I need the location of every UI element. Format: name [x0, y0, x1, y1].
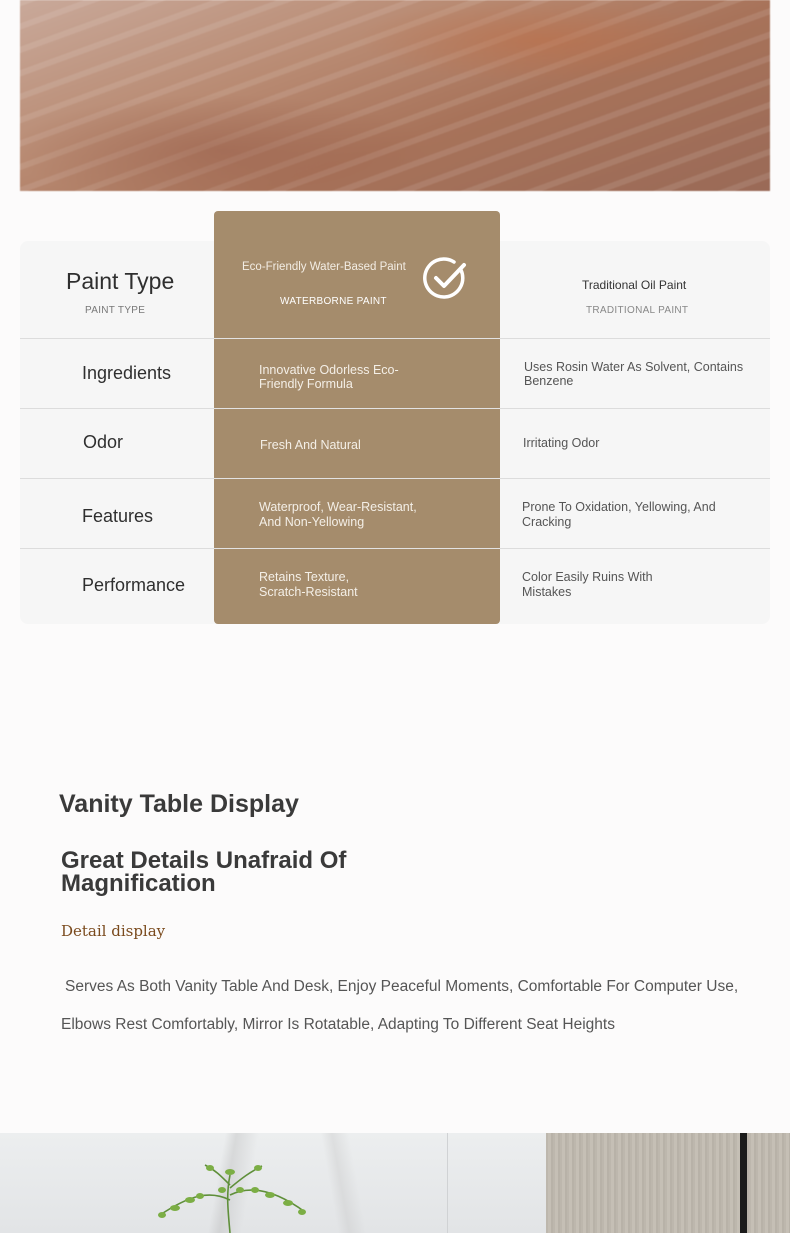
oil-ingredients: Uses Rosin Water As Solvent, Contains Benzene — [524, 360, 744, 388]
row-label-features: Features — [82, 506, 154, 526]
row-divider-highlight — [214, 548, 500, 549]
wood-texture-image — [20, 0, 770, 191]
header-label-title: Paint Type — [66, 268, 175, 294]
waterborne-ingredients: Innovative Odorless Eco-Friendly Formula — [259, 363, 399, 391]
row-divider-highlight — [214, 338, 500, 339]
waterborne-performance: Retains Texture, Scratch-Resistant — [259, 570, 358, 599]
marble-seam — [447, 1133, 448, 1233]
row-label-performance: Performance — [82, 575, 186, 595]
black-frame-strip — [740, 1133, 747, 1233]
waterborne-features: Waterproof, Wear-Resistant, And Non-Yellowing — [259, 500, 417, 529]
row-label-ingredients: Ingredients — [82, 363, 172, 383]
wood-panel-image — [546, 1133, 790, 1233]
header-waterborne-subtitle: WATERBORNE PAINT — [280, 296, 387, 307]
oil-performance: Color Easily Ruins With Mistakes — [522, 570, 653, 599]
header-oil-title: Traditional Oil Paint — [582, 278, 687, 292]
row-label-odor: Odor — [83, 432, 124, 452]
check-circle-icon — [423, 256, 469, 300]
header-label-subtitle: PAINT TYPE — [85, 305, 146, 316]
row-divider-highlight — [214, 408, 500, 409]
section-description: Serves As Both Vanity Table And Desk, Enjoy Peaceful Moments, Comfortable For Computer Use, Elbows Rest Comfortably, Mirror Is Rotatable, Adapting To Different Seat Heights — [61, 978, 739, 1033]
waterborne-odor: Fresh And Natural — [260, 438, 361, 452]
plant-image — [130, 1160, 330, 1233]
oil-features: Prone To Oxidation, Yellowing, And Cracking — [522, 500, 716, 529]
detail-display-link[interactable]: Detail display — [61, 922, 166, 940]
header-oil-subtitle: TRADITIONAL PAINT — [586, 305, 689, 316]
section-title: Vanity Table Display — [59, 790, 299, 818]
section-heading: Great Details Unafraid Of Magnification — [61, 847, 347, 897]
row-divider-highlight — [214, 478, 500, 479]
header-waterborne-title: Eco-Friendly Water-Based Paint — [242, 261, 406, 273]
oil-odor: Irritating Odor — [523, 436, 600, 450]
